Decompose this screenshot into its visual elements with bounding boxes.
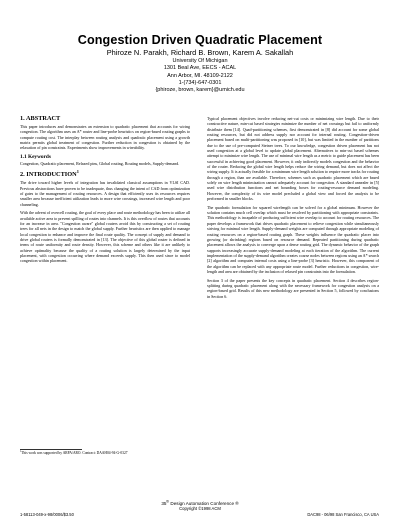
affiliation-line: {phiroze, brown, karem}@umich.edu [155, 87, 245, 94]
footnote-number: 1 [20, 449, 22, 453]
conference-number: 35 [161, 501, 167, 506]
intro-paragraph: The drive toward higher levels of integration has invalidated classical assumptions in VLSI CAD. Previous abstractions have proven to be inadequate, thus changing the intent of CAD from optimization of gates to the management of routing resources. A design that efficiently uses its resources requires smaller area because inefficient utilization leads to more wire crossings, increased wire length and poor channeling. [20, 180, 190, 207]
footnote-text: This work was supported by ARPA/ARO. Contract: DAAH04-94-G-0327 [21, 451, 128, 455]
abstract-heading: 1. ABSTRACT [20, 115, 61, 122]
paper-title: Congestion Driven Quadratic Placement [77, 33, 323, 47]
body-paragraph: The quadratic formulation for squared wirelength can be solved for a global minimum. However the solution contains much cell overlap which must be resolved by partitioning with appropriate constraints. This methodology is incapable of producing sufficient wire overlap to account for routing resources. The paper develops a framework that drives quadratic placement to relieve congestion while simultaneously striving for minimal wire length. Supply-demand weights are computed through appropriate modeling of routing resources on a region-based routing graph. These weights influence the quadratic placer into growing (or shrinking) regions based on resource demand. Repeated partitioning during quadratic placement allows the analysis to converge upon a dense routing grid. The dynamic behavior of the graph supports increasingly accurate supply-demand modeling at each iteration of the algorithm. The current implementation of the supply-demand algorithm creates coarse nodes between regions using an A* search [2] algorithm and computes internal costs using a line-probe [3] heuristic. However, this component of the algorithm can be replaced with any appropriate route model. Further reductions in congestion, wire-length and area are obtained by the inclusion of relaxed pin constraints into the formulation. [207, 204, 379, 274]
footnote-rule [20, 449, 82, 450]
footnote-marker: 1 [76, 169, 79, 175]
venue-line: DAC98 - 06/98 San Francisco, CA USA [307, 512, 379, 517]
isbn: 1-58113-049-x-98/0006/$3.50 [20, 512, 74, 517]
abstract-text: This paper introduces and demonstrates an extension to quadratic placement that accounts for wiring congestion. The algorithm uses an A* router and line-probe heuristics on region-based routing graphs to compute routing cost. The interplay between routing analysis and quadratic placement using a growth matrix permits global treatment of congestion. Further reduction in congestion is obtained by the relaxation of pin constraints. Experiments show improvements in wireability. [20, 124, 190, 151]
keywords-heading: 1.1 Keywords [20, 154, 51, 161]
paper-affiliation [0, 58, 400, 94]
copyright: Copyright ©1998 ACM [179, 506, 221, 512]
conference-footer [0, 501, 400, 512]
affiliation-line: 1-(734)-647-0301 [178, 79, 222, 86]
introduction-heading [20, 171, 190, 178]
affiliation-line: 1301 Beal Ave, EECS - ACAL [163, 65, 237, 72]
paper-authors: Phiroze N. Parakh, Richard B. Brown, Karem A. Sakallah [106, 48, 294, 57]
footnote [20, 451, 190, 456]
conference-ordinal: th [166, 499, 170, 504]
introduction-heading-text: 2. INTRODUCTION [20, 171, 77, 179]
body-paragraph: Section 3 of the paper presents the key concepts in quadratic placement. Section 4 describes region-splitting during quadratic placement along with the necessary framework for congestion analysis on a region-based grid. Results of this new methodology are presented in Section 5, followed by conclusions in Section 6. [207, 277, 379, 299]
conference-name: Design Automation Conference ® [169, 501, 239, 506]
intro-paragraph: With the advent of overcell routing, the goal of every place and route methodology has been to utilize all available active area to prevent spilling of routes into channels. It is this overflow of routes that accounts for an increase in area. "Congestion aware" global routers avoid this by constructing a set of routing trees for all nets in the design to match the global supply. Further heuristics are then applied to manage local congestion to enhance and improve the final route quality. The concept of supply and demand to drive global routers is formally demonstrated in [13]. The objective of this global router is defined in terms of route uniformity and route density. However, this scheme and others like it are unlikely to achieve optimality because the quality of a routing solution is largely determined by the input placement, with congestion occurring where demand exceeds supply. This then used since to model congestion within placement. [20, 210, 190, 264]
affiliation-line: University Of Michigan [172, 58, 228, 64]
right-column [207, 116, 379, 302]
affiliation-line: Ann Arbor, MI. 48109-2122 [167, 72, 233, 79]
body-paragraph: Typical placement objectives involve reducing net-cut costs or minimizing wire length. Due to their constructive nature, min-cut based strategies minimize the number of net crossings but fail to uniformly distribute them [14]. Quad-partitioning schemes, first demonstrated in [8] did account for some global routing resources, but did not address supply nor account for internal routing. Congestion-driven placement based on multi-partitioning was proposed in [10], but was limited in the number of partitions due to the use of pre-computed Steiner trees. To our knowledge, congestion driven placement has not used congestion at a global level to update global placement. Alternatives to min-cut based schemes attempt to minimize wire length. The use of minimal wire length as a metric to guide placement has been successful in achieving good placement. However, it only indirectly models congestion and the behavior of the router. Reducing the global wire length helps reduce the wiring demand, but does not affect the wiring supply. It is actually feasible for a minimum wire length solution to require more tracks for routing through a region, than are available. Therefore, schemes such as quadratic placement which are based solely on wire length minimization cannot adequately account for congestion. A standard annealer in [5] used wire distribution functions and net bounding boxes for routing-resource demand modeling. However, the complexity of its wire model precluded a global view and forced the analysis to be performed in smaller blocks. [207, 116, 379, 202]
left-column [20, 115, 190, 267]
keywords-text: Congestion, Quadratic placement, Relaxed pins, Global routing, Routing models, Supply-demand. [20, 161, 180, 167]
